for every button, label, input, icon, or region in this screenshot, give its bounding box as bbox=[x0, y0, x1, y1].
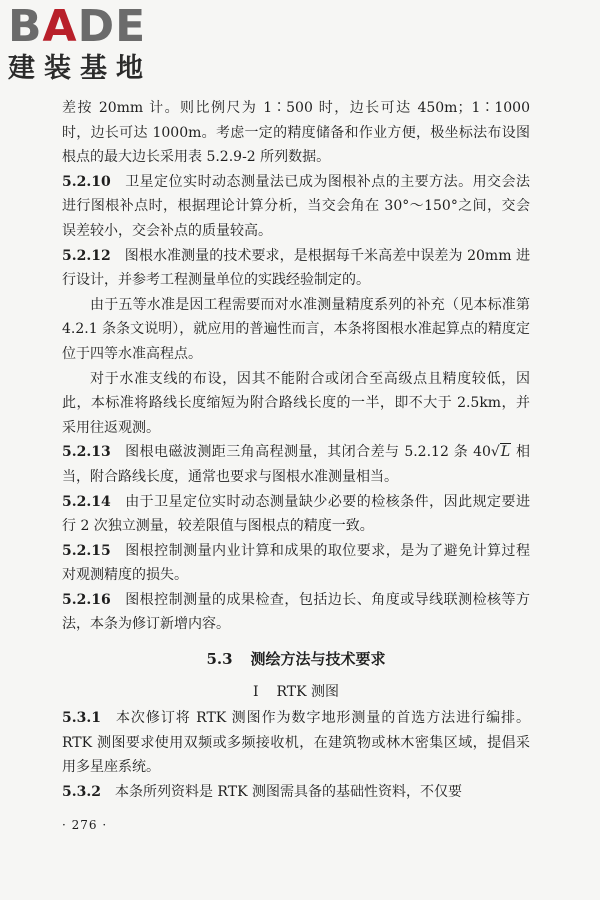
clause-number: 5.2.12 bbox=[62, 247, 111, 264]
clause-text-cont: 相当，附合路线长度，通常也要求与图根水准测量相当。 bbox=[62, 444, 530, 485]
page-number: · 276 · bbox=[62, 818, 108, 832]
sqrt-formula: √L bbox=[490, 444, 511, 461]
paragraph-continuation: 差按 20mm 计。则比例尺为 1∶500 时，边长可达 450m；1∶1000 时，边长可达 1000m。考虑一定的精度储备和作业方便，极坐标法布设图根点的最大边长采用表 5.2.9-2 所列数据。 bbox=[62, 100, 530, 166]
clause-5-2-16 bbox=[62, 588, 530, 637]
clause-5-2-15 bbox=[62, 539, 530, 588]
clause-5-2-14 bbox=[62, 490, 530, 539]
clause-5-2-12 bbox=[62, 244, 530, 293]
clause-text: 本次修订将 RTK 测图作为数字地形测量的首选方法进行编排。RTK 测图要求使用双频或多频接收机，在建筑物或林木密集区域，提倡采用多星座系统。 bbox=[62, 710, 530, 776]
brand-logo bbox=[8, 1, 178, 84]
clause-text: 图根水准测量的技术要求，是根据每千米高差中误差为 20mm 进行设计，并参考工程测量单位的实践经验制定的。 bbox=[62, 247, 530, 289]
clause-text: 卫星定位实时动态测量法已成为图根补点的主要方法。用交会法进行图根补点时，根据理论计算分析，当交会角在 30°～150°之间，交会误差较小，交会补点的质量较高。 bbox=[62, 173, 530, 239]
clause-text: 由于卫星定位实时动态测量缺少必要的检核条件，因此规定要进行 2 次独立测量，较差限值与图根点的精度一致。 bbox=[62, 493, 530, 535]
clause-number: 5.2.13 bbox=[62, 444, 111, 461]
document-body bbox=[62, 96, 530, 805]
clause-5-2-12-paragraph-2: 由于五等水准是因工程需要而对水准测量精度系列的补充（见本标准第 4.2.1 条条文说明），就应用的普遍性而言，本条将图根水准起算点的精度定位于四等水准高程点。 bbox=[62, 296, 530, 362]
clause-number: 5.2.15 bbox=[62, 542, 111, 559]
brand-wordmark: BADE bbox=[8, 1, 147, 52]
clause-number: 5.2.14 bbox=[62, 493, 111, 510]
clause-text: 本条所列资料是 RTK 测图需具备的基础性资料，不仅要 bbox=[114, 784, 462, 801]
section-heading: 5.3 测绘方法与技术要求 bbox=[206, 650, 386, 669]
clause-number: 5.2.10 bbox=[62, 173, 111, 190]
clause-text: 图根控制测量的成果检查，包括边长、角度或导线联测检核等方法，本条为修订新增内容。 bbox=[62, 591, 530, 633]
clause-5-2-10 bbox=[62, 170, 530, 244]
clause-5-2-12-paragraph-3: 对于水准支线的布设，因其不能附合或闭合至高级点且精度较低，因此，本标准将路线长度缩短为附合路线长度的一半，即不大于 2.5km，并采用往返观测。 bbox=[62, 370, 530, 436]
clause-5-3-2 bbox=[62, 780, 530, 805]
clause-text: 图根控制测量内业计算和成果的取位要求，是为了避免计算过程对观测精度的损失。 bbox=[62, 542, 530, 584]
clause-number: 5.3.2 bbox=[62, 784, 101, 801]
clause-text: 图根电磁波测距三角高程测量，其闭合差与 5.2.12 条 40 bbox=[124, 444, 491, 461]
clause-number: 5.3.1 bbox=[62, 710, 101, 727]
clause-5-2-13 bbox=[62, 440, 530, 489]
clause-number: 5.2.16 bbox=[62, 591, 111, 608]
brand-subtitle: 建装基地 bbox=[8, 53, 152, 84]
subsection-heading: Ⅰ RTK 测图 bbox=[252, 683, 340, 700]
clause-5-3-1 bbox=[62, 706, 530, 780]
